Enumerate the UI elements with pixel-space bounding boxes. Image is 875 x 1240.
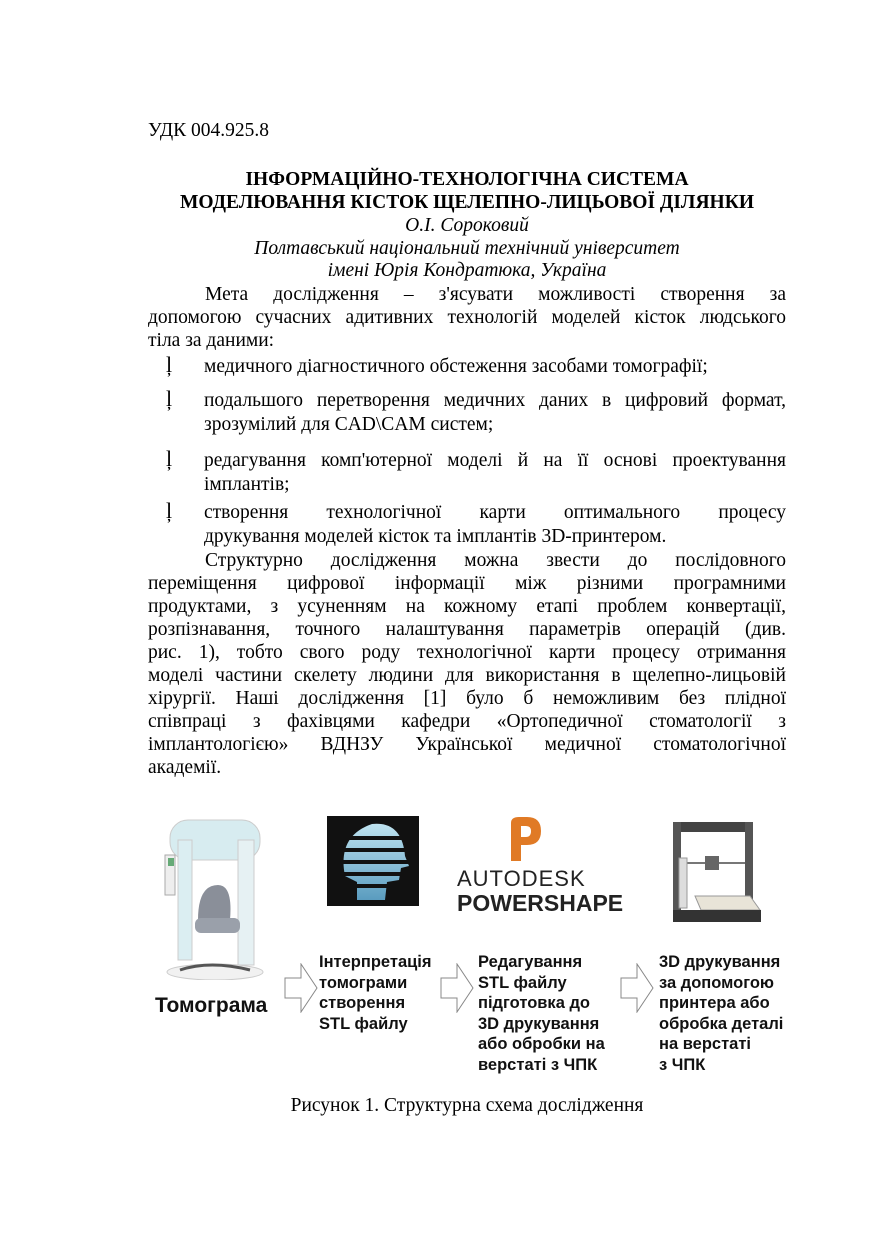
powershape-logo-icon (505, 815, 545, 865)
step-line: верстаті з ЧПК (478, 1055, 598, 1074)
step-line: обробка деталі (659, 1014, 784, 1033)
bullet-marker: ļ (166, 386, 173, 411)
step-line: STL файлу (478, 973, 567, 992)
step-line: створення (319, 994, 406, 1012)
title-line-1: ІНФОРМАЦІЙНО-ТЕХНОЛОГІЧНА СИСТЕМА (245, 169, 689, 190)
step-2-text (478, 952, 605, 1075)
paragraph-2-line: Структурно дослідження можна звести до послідовного (205, 550, 786, 571)
step-line: 3D друкування (478, 1014, 600, 1033)
paragraph-2-line: рис. 1), тобто свого роду технологічної карти процесу отримання (148, 642, 786, 663)
arrow-right-icon (284, 963, 318, 1013)
bullet-item: подальшого перетворення медичних даних в цифровий формат, (204, 390, 786, 411)
3d-printer-image (665, 818, 765, 928)
step-line: з ЧПК (659, 1055, 706, 1074)
paragraph-2-line: продуктами, з усуненням на кожному етапі проблем конвертації, (148, 596, 786, 617)
step-line: принтера або (659, 994, 770, 1012)
tomograph-image (150, 800, 270, 980)
tomogram-head-icon (327, 816, 419, 906)
step-line: STL файлу (319, 1014, 408, 1033)
step-line: за допомогою (659, 973, 775, 992)
paragraph-2-line: хірургії. Наші дослідження [1] було б неможливим без плідної (148, 688, 786, 709)
paragraph-2-line: співпраці з фахівцями кафедри «Ортопедичної стоматології з (148, 711, 786, 732)
affiliation-line-1: Полтавський національний технічний університет (254, 238, 680, 259)
bullet-item: імплантів; (204, 474, 290, 495)
bullet-item: редагування комп'ютерної моделі й на її основі проектування (204, 450, 786, 471)
paragraph-2-line: розпізнавання, точного налаштування параметрів операцій (див. (148, 619, 786, 640)
powershape-logo-text: POWERSHAPE (457, 890, 624, 916)
step-line: 3D друкування (659, 953, 781, 971)
step-line: Інтерпретація (319, 953, 432, 971)
paragraph-2-line: моделі частини скелету людини для використання в щелепно-лицьовій (148, 665, 786, 686)
bullet-marker: ļ (166, 352, 173, 377)
step-line: або обробки на (478, 1035, 605, 1053)
title-line-2: МОДЕЛЮВАННЯ КІСТОК ЩЕЛЕПНО-ЛИЦЬОВОЇ ДІЛЯНКИ (179, 192, 754, 213)
paragraph-1-line: допомогою сучасних адитивних технологій моделей кісток людського (148, 307, 786, 328)
step-line: томограми (319, 973, 408, 992)
bullet-marker: ļ (166, 498, 173, 523)
bullet-item: створення технологічної карти оптимального процесу (204, 502, 786, 523)
step-1-text (319, 952, 432, 1034)
step-line: Редагування (478, 953, 583, 971)
bullet-item: медичного діагностичного обстеження засобами томографії; (204, 356, 708, 377)
arrow-right-icon (620, 963, 654, 1013)
paragraph-2-line: переміщення цифрової інформації між різними програмними (148, 573, 786, 594)
step-line: підготовка до (478, 994, 591, 1012)
author: О.І. Сороковий (405, 215, 529, 236)
tomogram-label: Томограма (155, 994, 268, 1017)
paragraph-1-line: тіла за даними: (148, 330, 275, 351)
affiliation-line-2: імені Юрія Кондратюка, Україна (327, 260, 607, 281)
paragraph-1-line: Мета дослідження – з'ясувати можливості створення за (205, 284, 786, 305)
arrow-right-icon (440, 963, 474, 1013)
step-line: на верстаті (659, 1035, 752, 1053)
bullet-marker: ļ (166, 446, 173, 471)
paragraph-2-line: імплантологією» ВДНЗУ Української медичної стоматологічної (148, 734, 786, 755)
bullet-item: друкування моделей кісток та імплантів 3D-принтером. (204, 526, 667, 547)
udc-code: УДК 004.925.8 (148, 120, 270, 141)
autodesk-logo-text: AUTODESK (457, 866, 586, 891)
paragraph-2-line: академії. (148, 757, 222, 778)
step-3-text (659, 952, 783, 1075)
figure-caption: Рисунок 1. Структурна схема дослідження (290, 1095, 644, 1116)
bullet-item: зрозумілий для CAD\CAM систем; (204, 414, 494, 435)
